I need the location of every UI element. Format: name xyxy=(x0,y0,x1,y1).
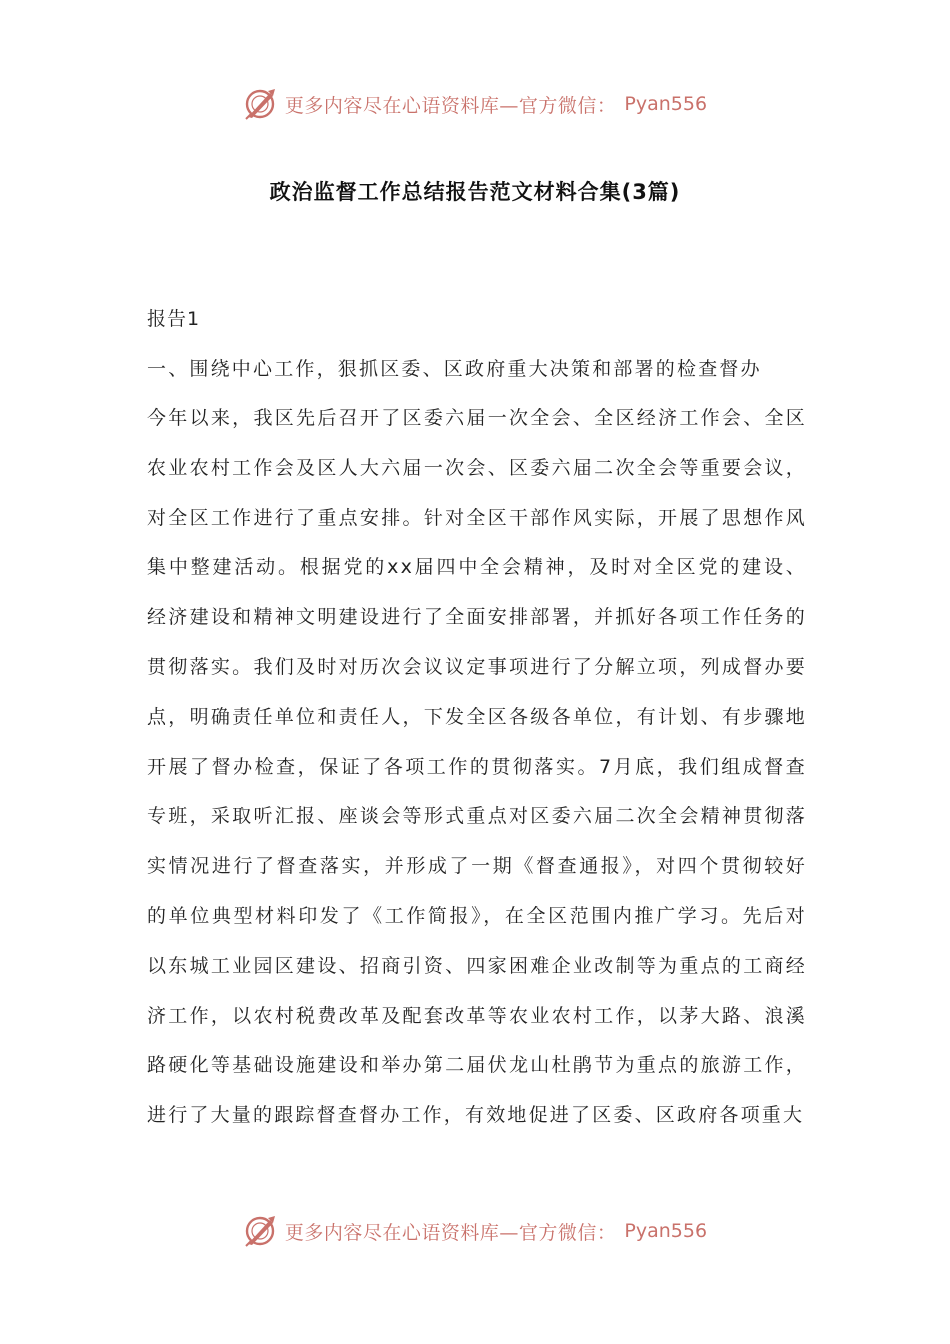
watermark-text: 更多内容尽在心语资料库—官方微信： xyxy=(284,1221,617,1244)
body-paragraph: 今年以来，我区先后召开了区委六届一次全会、全区经济工作会、全区农业农村工作会及区人大六届一次会、区委六届二次全会等重要会议，对全区工作进行了重点安排。针对全区干部作风实际，开展了思想作风集中整建活动。根据党的xx届四中全会精神，及时对全区党的建设、经济建设和精神文明建设进行了全面安排部署，并抓好各项工作任务的贯彻落实。我们及时对历次会议议定事项进行了分解立项，列成督办要点，明确责任单位和责任人，下发全区各级各单位，有计划、有步骤地开展了督办检查，保证了各项工作的贯彻落实。7月底，我们组成督查专班，采取听汇报、座谈会等形式重点对区委六届二次全会精神贯彻落实情况进行了督查落实，并形成了一期《督查通报》，对四个贯彻较好的单位典型材料印发了《工作简报》，在全区范围内推广学习。先后对以东城工业园区建设、招商引资、四家困难企业改制等为重点的工商经济工作，以农村税费改革及配套改革等农业农村工作，以茅大路、浪溪路硬化等基础设施建设和举办第二届伏龙山杜鹃节为重点的旅游工作，进行了大量的跟踪督查督办工作，有效地促进了区委、区政府各项重大 xyxy=(147,407,807,1127)
watermark-handle: Pyan556 xyxy=(624,93,708,115)
quill-logo-icon xyxy=(243,87,277,121)
footer-watermark xyxy=(0,1211,950,1251)
watermark-text: 更多内容尽在心语资料库—官方微信： xyxy=(284,94,617,117)
quill-logo-icon xyxy=(243,1214,277,1248)
section-label: 报告1 xyxy=(147,308,201,330)
document-title: 政治监督工作总结报告范文材料合集(3篇) xyxy=(269,180,681,204)
section-heading: 一、围绕中心工作，狠抓区委、区政府重大决策和部署的检查督办 xyxy=(147,358,762,380)
watermark-handle: Pyan556 xyxy=(624,1220,708,1242)
header-watermark xyxy=(0,84,950,124)
